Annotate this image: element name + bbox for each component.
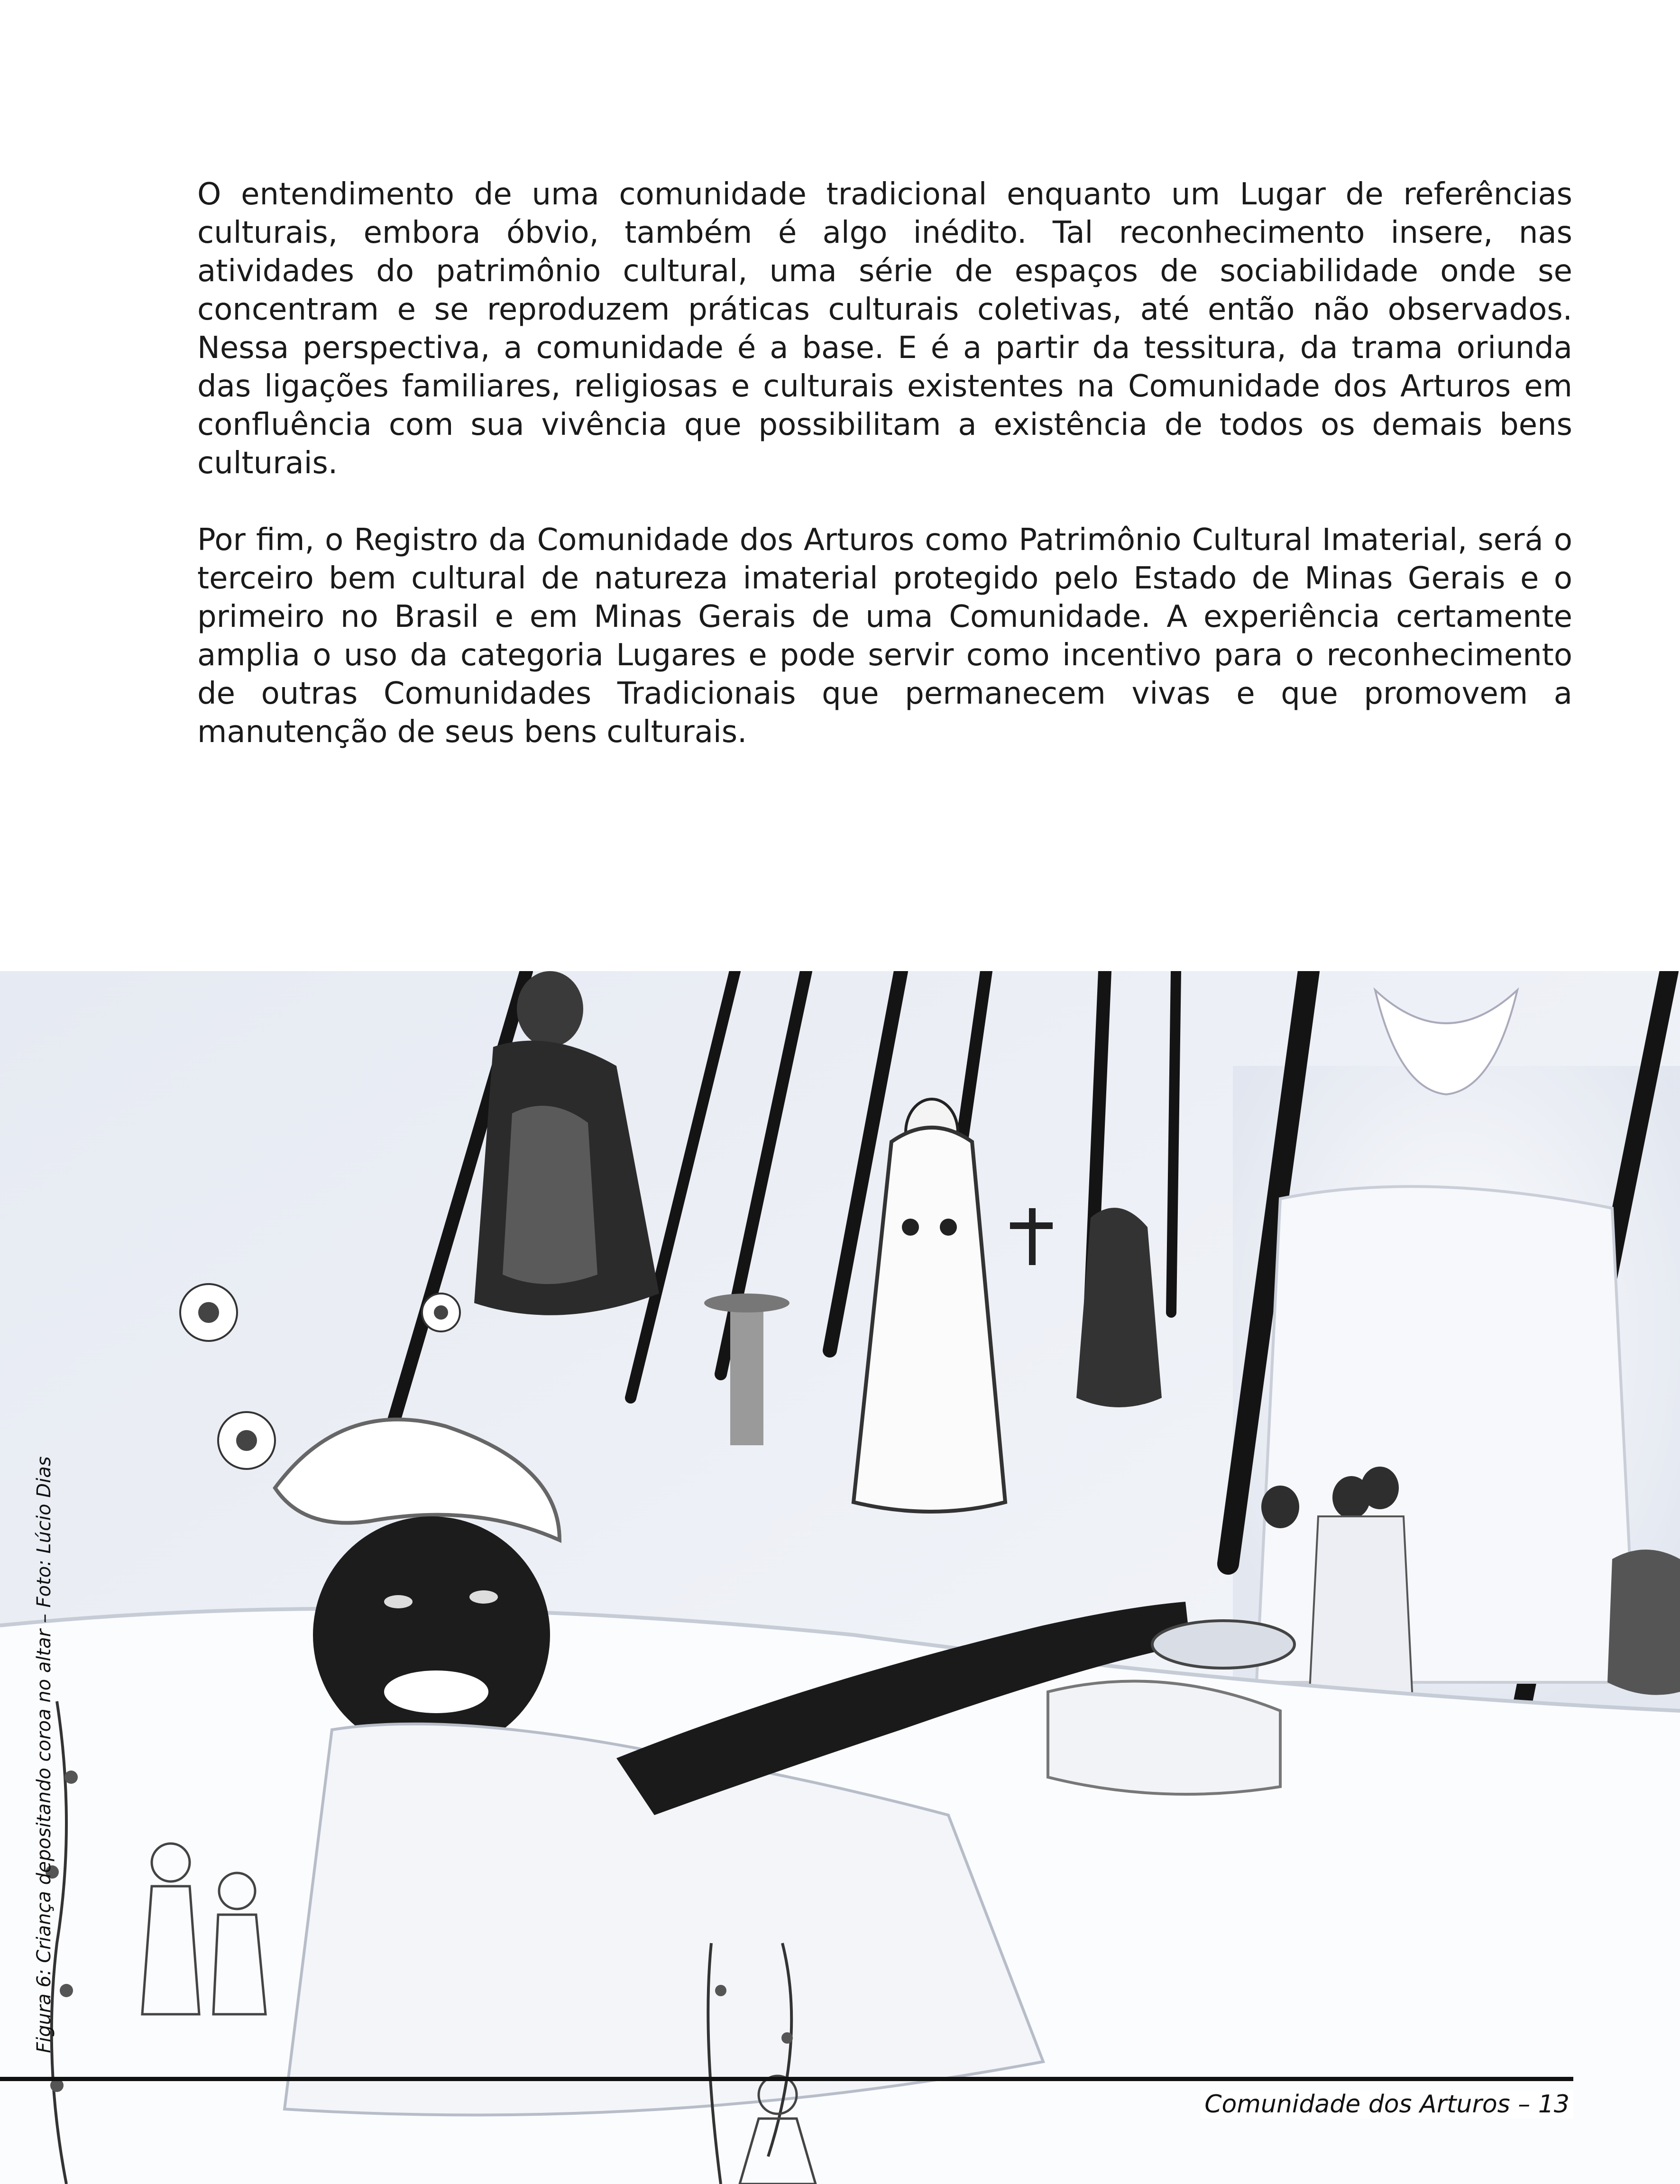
paragraph-1: O entendimento de uma comunidade tradicional enquanto um Lugar de referências culturais, embora óbvio, também é algo inédito. Tal reconhecimento insere, nas atividades do patrimônio cultural, uma série de espaços de sociabilidade onde se concentram e se reproduzem práticas culturais coletivas, até então não observados. Nessa perspectiva, a comunidade é a base. E é a partir da tessitura, da trama oriunda das ligações familiares, religiosas e culturais existentes na Comunidade dos Arturos em confluência com sua vivência que possibilitam a existência de todos os demais bens culturais. xyxy=(197,177,1572,481)
altar-photo xyxy=(0,971,1680,2184)
page-number: 13 xyxy=(1538,2090,1570,2119)
footer-rule xyxy=(0,2077,1573,2081)
body-text xyxy=(197,175,1572,752)
figure-caption: Figura 6: Criança depositando coroa no altar – Foto: Lúcio Dias xyxy=(33,1456,55,2053)
paragraph-2: Por fim, o Registro da Comunidade dos Arturos como Patrimônio Cultural Imaterial, será o terceiro bem cultural de natureza imaterial protegido pelo Estado de Minas Gerais e o primeiro no Brasil e em Minas Gerais de uma Comunidade. A experiência certamente amplia o uso da categoria Lugares e pode servir como incentivo para o reconhecimento de outras Comunidades Tradicionais que permanecem vivas e que promovem a manutenção de seus bens culturais. xyxy=(197,523,1572,750)
footer-separator: – xyxy=(1518,2090,1531,2119)
running-title: Comunidade dos Arturos xyxy=(1204,2090,1510,2119)
page-footer xyxy=(1201,2090,1573,2119)
